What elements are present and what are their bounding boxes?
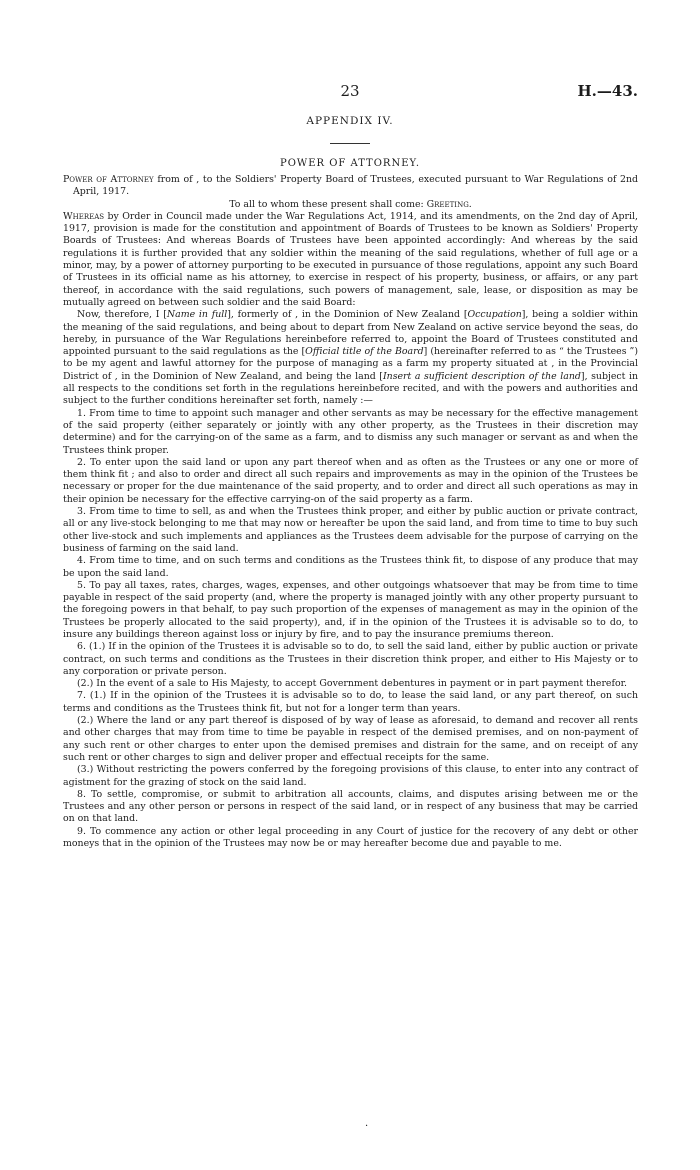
operative-text-5: ], subject in all respects to the conditions set forth in the regulations hereinbefore recited, and with the powers and authorities and subject to the further conditions hereinafter set forth, namely :— [63,370,638,407]
heading-lead: Power of Attorney [63,174,154,185]
clause-2: 2. To enter upon the said land or upon any part thereof when and as often as the Trustees or any one or more of them think fit ; and also to order and direct all such repairs and improvements as may in the opinion of the Trustees be necessary or proper for the due maintenance of the said property, and to order and direct all such operations as may in their opinion be necessary for the effective carrying-on of the said property as a farm. [63,456,638,505]
appendix-title: APPENDIX IV. [306,115,394,127]
clause-8: 8. To settle, compromise, or submit to arbitration all accounts, claims, and disputes arising between me or the Trustees and any other person or persons in respect of the said land, or in respect of any business that may be carried on on that land. [63,788,638,825]
page-mark: · [365,1121,369,1132]
recital-paragraph [63,211,638,309]
operative-text-3: ], being a soldier within the meaning of the said regulations, and being about to depart from New Zealand on active service beyond the seas, do hereby, in pursuance of the War Regulations hereinbefore referred to, appoint the Board of Trustees constituted and appointed pursuant to the said regulations as the [ [63,309,639,358]
clause-5: 5. To pay all taxes, rates, charges, wages, expenses, and other outgoings whatsoever that may be from time to time payable in respect of the said property (and, where the property is managed jointly with any other property pursuant to the foregoing powers in that behalf, to pay such proportion of the expenses of management as may in the opinion of the Trustees be properly allocated to the said property), and, if in the opinion of the Trustees it is advisable so to do, to insure any buildings thereon against loss or injury by fire, and to pay the insurance premiums thereon. [63,579,638,640]
title-divider [330,143,370,144]
clause-7-1: 7. (1.) If in the opinion of the Trustees it is advisable so to do, to lease the said land, or any part thereof, on such terms and conditions as the Trustees think fit, but not for a longer term than years. [63,690,638,714]
clause-3: 3. From time to time to sell, as and when the Trustees think proper, and either by public auction or private contract, all or any live-stock belonging to me that may now or hereafter be upon the said land, and from time to time to buy such other live-stock and such implements and appliances as the Trustees deem advisable for the purpose of carrying on the business of farming on the said land. [63,506,638,554]
placeholder-occupation: Occupation [467,309,522,321]
greeting-line [63,199,638,211]
heading-text: from of , to the Soldiers' Property Board of Trustees, executed pursuant to War Regulations of 2nd April, 1917. [73,174,639,198]
greeting-salutation: Greeting. [426,198,472,210]
clause-4: 4. From time to time, and on such terms and conditions as the Trustees think fit, to dispose of any produce that may be upon the said land. [63,555,638,579]
recital-text: by Order in Council made under the War Regulations Act, 1914, and its amendments, on the 2nd day of April, 1917, provision is made for the constitution and appointment of Boards of Trustees to be known as Soldiers' Property Boards of Trustees: And whereas Boards of Trustees have been appointed accordingly: And whereas by the said regulations it is further provided that any soldier within the meaning of the said regulations, whether of full age or a minor, may, by a power of attorney purporting to be executed in pursuance of those regulations, appoint any such Board of Trustees in its official name as his attorney, to exercise in respect of his property, business, or affairs, or any part thereof, in accordance with the said regulations, such powers of management, sale, lease, or disposition as may be mutually agreed on between such soldier and the said Board: [63,210,638,308]
placeholder-board: Official title of the Board [305,346,424,358]
operative-paragraph [63,309,638,407]
document-body [63,174,638,850]
clause-6-1: 6. (1.) If in the opinion of the Trustees it is advisable so to do, to sell the said land, either by public auction or private contract, on such terms and conditions as the Trustees in their discretion think proper, and either to His Majesty or to any corporation or private person. [63,641,638,677]
clause-9: 9. To commence any action or other legal proceeding in any Court of justice for the recovery of any debt or other moneys that in the opinion of the Trustees may now be or may hereafter become due and payable to me. [63,825,638,850]
greeting-text: To all to whom these present shall come: [229,198,427,210]
recital-lead: Whereas [63,210,105,222]
document-reference: H.—43. [577,82,638,100]
operative-text-1: Now, therefore, I [ [77,309,167,321]
page-number: 23 [340,82,360,100]
document-title: POWER OF ATTORNEY. [280,158,420,169]
operative-text-2: ], formerly of , in the Dominion of New Zealand [ [227,309,468,321]
placeholder-land: Insert a sufficient description of the land [382,370,581,382]
clause-7-3: (3.) Without restricting the powers conferred by the foregoing provisions of this clause, to enter into any contract of agistment for the grazing of stock on the said land. [63,764,638,788]
heading-paragraph [63,174,638,199]
clause-7-2: (2.) Where the land or any part thereof is disposed of by way of lease as aforesaid, to demand and recover all rents and other charges that may from time to time be payable in respect of the demised premises, and on non-payment of any such rent or other charges to enter upon the demised premises and distrain for the same, and on receipt of any such rent or other charges to sign and deliver proper and effectual receipts for the same. [63,715,638,763]
clause-6-2: (2.) In the event of a sale to His Majesty, to accept Government debentures in payment or in part payment therefor. [77,678,628,690]
clause-1: 1. From time to time to appoint such manager and other servants as may be necessary for the effective management of the said property (either separately or jointly with any other property, as the Trustees in their discretion may determine) and for the carrying-on of the same as a farm, and to dismiss any such manager or servant as and when the Trustees think proper. [63,407,638,456]
placeholder-name: Name in full [166,309,228,321]
operative-text-4: ] (hereinafter referred to as “ the Trustees ”) to be my agent and lawful attorney for the purpose of managing as a farm my property situated at , in the Provincial District of , in the Dominion of New Zealand, and being the land [ [63,346,638,382]
